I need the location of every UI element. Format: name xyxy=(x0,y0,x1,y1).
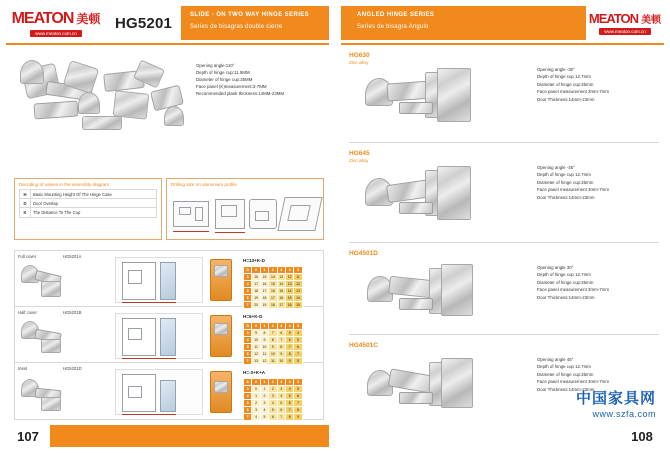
item-spec-1-3: Face panel measurement 3mm-7mm xyxy=(537,187,609,193)
decoding-key-1: D xyxy=(20,199,31,208)
table-row xyxy=(244,351,303,358)
item-photo-2 xyxy=(359,262,509,324)
matrix-cell: 17 xyxy=(260,288,268,295)
matrix-cell: 6 xyxy=(277,407,285,414)
table-row xyxy=(244,379,303,386)
item-code-3: HG4501C xyxy=(349,342,378,349)
item-code-1: HG645 xyxy=(349,150,370,157)
item-specs-1 xyxy=(537,164,663,201)
variant-matrix-2 xyxy=(243,378,303,421)
left-title-en: SLIDE - ON TWO WAY HINGE SERIES xyxy=(190,12,310,18)
matrix-cell: 13 xyxy=(294,288,302,295)
variant-label-2: Inset xyxy=(18,366,28,371)
matrix-cell: 5 xyxy=(294,337,302,344)
matrix-cell: 6 xyxy=(294,393,302,400)
right-header-rule xyxy=(341,43,664,45)
variant-table xyxy=(14,250,324,420)
matrix-cell: 10 xyxy=(252,337,260,344)
matrix-cell: 3 xyxy=(244,330,252,337)
variant-cup-0 xyxy=(208,257,236,303)
variant-diagram-0 xyxy=(115,257,203,303)
table-row xyxy=(244,393,303,400)
matrix-head: 1 xyxy=(260,379,268,386)
matrix-cell: 15 xyxy=(277,288,285,295)
matrix-cell: 6 xyxy=(269,414,277,421)
matrix-cell: 6 xyxy=(285,400,293,407)
product-code: HG5201 xyxy=(106,6,181,40)
matrix-cell: 4 xyxy=(252,414,260,421)
matrix-cell: 4 xyxy=(260,407,268,414)
item-photo-1 xyxy=(359,162,509,224)
matrix-cell: 4 xyxy=(244,281,252,288)
left-title-block xyxy=(181,6,329,40)
brand-cn-right: 美顿 xyxy=(641,15,662,26)
matrix-cell: 8 xyxy=(294,358,302,365)
item-photo-3 xyxy=(359,354,509,416)
variant-diagram-1 xyxy=(115,313,203,359)
item-spec-0-3: Face panel measurement 3mm-7mm xyxy=(537,89,609,95)
variant-photo-1 xyxy=(21,317,63,357)
matrix-head: 5 xyxy=(294,323,302,330)
product-item-hg4501d xyxy=(349,250,659,332)
matrix-cell: 14 xyxy=(294,295,302,302)
matrix-cell: 12 xyxy=(294,281,302,288)
matrix-head: D xyxy=(244,267,252,274)
matrix-cell: 16 xyxy=(285,302,293,309)
watermark xyxy=(576,387,656,419)
matrix-cell: 5 xyxy=(260,414,268,421)
brand-logo-right xyxy=(586,6,664,40)
item-photo-0 xyxy=(359,64,509,126)
decoding-key-0: H xyxy=(20,190,31,199)
left-spec-3: Face panel (K)measurement:3-7MM xyxy=(196,84,267,89)
matrix-cell: 4 xyxy=(294,330,302,337)
decoding-desc-2: The Distance To The Cup xyxy=(31,208,157,217)
matrix-cell: 5 xyxy=(277,400,285,407)
matrix-cell: 10 xyxy=(277,358,285,365)
watermark-url: www.szfa.com xyxy=(592,409,656,419)
matrix-cell: 5 xyxy=(244,344,252,351)
matrix-cell: 19 xyxy=(252,295,260,302)
item-spec-1-4: Door Thickness:14mm-23mm xyxy=(537,194,595,200)
matrix-cell: 13 xyxy=(252,358,260,365)
matrix-cell: 11 xyxy=(260,351,268,358)
matrix-cell: 8 xyxy=(260,330,268,337)
matrix-cell: 11 xyxy=(269,358,277,365)
matrix-cell: 18 xyxy=(252,288,260,295)
variant-label-1: Half cover xyxy=(18,310,37,315)
matrix-cell: 7 xyxy=(294,400,302,407)
matrix-cell: 17 xyxy=(252,281,260,288)
matrix-cell: 3 xyxy=(244,386,252,393)
item-spec-3-4: Door Thickness:14mm-23mm xyxy=(537,386,595,392)
matrix-cell: 4 xyxy=(285,386,293,393)
matrix-cell: 14 xyxy=(269,274,277,281)
matrix-cell: 9 xyxy=(294,414,302,421)
matrix-cell: 15 xyxy=(285,295,293,302)
matrix-cell: 6 xyxy=(277,330,285,337)
matrix-cell: 9 xyxy=(285,358,293,365)
matrix-cell: 4 xyxy=(244,337,252,344)
table-row xyxy=(244,281,303,288)
matrix-cell: 0 xyxy=(252,386,260,393)
variant-cup-2 xyxy=(208,369,236,415)
matrix-cell: 16 xyxy=(260,281,268,288)
matrix-cell: 6 xyxy=(285,337,293,344)
item-spec-0-4: Door Thickness:14mm-23mm xyxy=(537,96,595,102)
matrix-cell: 16 xyxy=(269,288,277,295)
variant-code-0: HG5201A xyxy=(63,254,82,259)
left-spec-list xyxy=(196,62,326,97)
matrix-cell: 15 xyxy=(269,281,277,288)
variant-formula-0: H=13+K-D xyxy=(243,258,265,263)
matrix-cell: 7 xyxy=(277,414,285,421)
matrix-head: 3 xyxy=(277,379,285,386)
drilling-title: Drilling size on aluminium profile xyxy=(171,182,237,187)
table-row xyxy=(244,344,303,351)
decoding-box xyxy=(14,178,162,240)
matrix-cell: 7 xyxy=(294,351,302,358)
item-spec-0-0: Opening angle -30° xyxy=(537,67,575,72)
item-spec-0-2: Diameter of hinge cup:35mm xyxy=(537,81,594,87)
matrix-head: 4 xyxy=(285,379,293,386)
variant-photo-0 xyxy=(21,261,63,301)
matrix-head: 2 xyxy=(269,267,277,274)
matrix-head: 2 xyxy=(269,379,277,386)
decoding-table xyxy=(19,189,157,218)
matrix-head: 0 xyxy=(252,267,260,274)
left-spec-4: Recommended plank thickness:14MM-23MM xyxy=(196,91,285,96)
table-row xyxy=(244,386,303,393)
brand-latin-right: MEATON xyxy=(588,11,639,26)
right-title-es: Series de bisagra Angulo xyxy=(357,24,429,30)
matrix-cell: 7 xyxy=(244,414,252,421)
variant-photo-2 xyxy=(21,373,63,413)
item-separator-1 xyxy=(349,242,659,243)
matrix-cell: 8 xyxy=(285,414,293,421)
variant-diagram-2 xyxy=(115,369,203,415)
item-spec-0-1: Depth of hinge cup 12.7mm xyxy=(537,74,591,80)
variant-matrix-1 xyxy=(243,322,303,365)
item-separator-2 xyxy=(349,334,659,335)
brand-url-right: www.meaton.com.cn xyxy=(599,28,651,35)
variant-row-half-cover xyxy=(15,307,323,363)
matrix-cell: 12 xyxy=(285,274,293,281)
right-title-block xyxy=(341,6,586,40)
matrix-head: A xyxy=(244,379,252,386)
table-row xyxy=(20,199,157,208)
matrix-head: 0 xyxy=(252,323,260,330)
left-header-rule xyxy=(6,43,329,45)
matrix-cell: 11 xyxy=(252,344,260,351)
item-spec-3-1: Depth of hinge cup 12.7mm xyxy=(537,364,591,370)
table-row xyxy=(244,414,303,421)
matrix-cell: 5 xyxy=(285,393,293,400)
matrix-cell: 8 xyxy=(277,344,285,351)
matrix-cell: 16 xyxy=(277,295,285,302)
variant-label-0: Full cover xyxy=(18,254,37,259)
table-row xyxy=(244,267,303,274)
item-specs-2 xyxy=(537,264,663,301)
matrix-cell: 18 xyxy=(269,302,277,309)
matrix-cell: 3 xyxy=(244,274,252,281)
matrix-cell: 5 xyxy=(269,407,277,414)
matrix-cell: 12 xyxy=(260,358,268,365)
variant-code-1: HG5201B xyxy=(63,310,82,315)
matrix-cell: 8 xyxy=(285,351,293,358)
matrix-cell: 6 xyxy=(244,351,252,358)
item-spec-1-1: Depth of hinge cup 12.7mm xyxy=(537,172,591,178)
variant-formula-1: H=6+K-D xyxy=(243,314,263,319)
left-spec-1: Depth of hinge cup:11.5MM xyxy=(196,70,250,75)
matrix-cell: 5 xyxy=(285,330,293,337)
left-spec-0: Opening angle:110° xyxy=(196,63,235,68)
brand-cn-left: 美顿 xyxy=(76,12,101,26)
item-material-0: Zinc alloy xyxy=(349,60,369,65)
item-spec-3-0: Opening angle 45° xyxy=(537,357,574,362)
matrix-head: 1 xyxy=(260,323,268,330)
variant-cup-1 xyxy=(208,313,236,359)
matrix-cell: 6 xyxy=(244,407,252,414)
matrix-cell: 15 xyxy=(294,302,302,309)
matrix-cell: 19 xyxy=(260,302,268,309)
item-spec-1-2: Diameter of hinge cup:35mm xyxy=(537,179,594,185)
decoding-desc-1: Door Overlap xyxy=(31,199,157,208)
item-code-0: HG630 xyxy=(349,52,370,59)
matrix-cell: 7 xyxy=(285,344,293,351)
table-row xyxy=(244,295,303,302)
table-row xyxy=(244,407,303,414)
watermark-cn: 中国家具网 xyxy=(575,390,656,407)
brand-url-left: www.meaton.com.cn xyxy=(30,30,82,37)
table-row xyxy=(20,190,157,199)
decoding-title: Decoding of values in the assembly diagram xyxy=(19,182,110,187)
matrix-cell: 3 xyxy=(252,407,260,414)
matrix-cell: 14 xyxy=(285,288,293,295)
matrix-cell: 2 xyxy=(269,386,277,393)
drilling-box xyxy=(166,178,324,240)
variant-formula-2: H=-3+K+A xyxy=(243,370,266,375)
table-row xyxy=(244,330,303,337)
left-header xyxy=(6,6,329,40)
matrix-cell: 3 xyxy=(269,393,277,400)
decoding-key-2: K xyxy=(20,208,31,217)
matrix-cell: 15 xyxy=(260,274,268,281)
left-page-number: 107 xyxy=(6,425,50,447)
matrix-cell: 13 xyxy=(277,274,285,281)
variant-matrix-0 xyxy=(243,266,303,309)
matrix-cell: 9 xyxy=(260,337,268,344)
matrix-cell: 7 xyxy=(285,407,293,414)
matrix-head: 2 xyxy=(269,323,277,330)
item-spec-2-0: Opening angle 30° xyxy=(537,265,574,270)
matrix-cell: 9 xyxy=(277,351,285,358)
item-spec-2-1: Depth of hinge cup 12.7mm xyxy=(537,272,591,278)
matrix-head: 4 xyxy=(285,267,293,274)
matrix-cell: 9 xyxy=(269,344,277,351)
left-title-es: Series de bisagras double cierre xyxy=(190,24,283,30)
decoding-desc-0: Basic Mounting Height Of The Hinge Case xyxy=(31,190,157,199)
matrix-cell: 17 xyxy=(277,302,285,309)
brand-latin-left: MEATON xyxy=(11,9,74,27)
item-spec-1-0: Opening angle -45° xyxy=(537,165,575,170)
matrix-cell: 1 xyxy=(260,386,268,393)
matrix-cell: 10 xyxy=(260,344,268,351)
matrix-cell: 13 xyxy=(285,281,293,288)
table-row xyxy=(244,337,303,344)
left-spec-2: Diameter of hinge cup:35MM xyxy=(196,77,253,82)
table-row xyxy=(244,288,303,295)
matrix-cell: 3 xyxy=(260,400,268,407)
matrix-head: 4 xyxy=(285,323,293,330)
matrix-head: 1 xyxy=(260,267,268,274)
matrix-cell: 18 xyxy=(260,295,268,302)
matrix-cell: 11 xyxy=(294,274,302,281)
matrix-head: 5 xyxy=(294,267,302,274)
table-row xyxy=(244,323,303,330)
matrix-cell: 4 xyxy=(277,393,285,400)
matrix-head: D xyxy=(244,323,252,330)
matrix-cell: 3 xyxy=(277,386,285,393)
variant-row-inset xyxy=(15,363,323,419)
matrix-cell: 14 xyxy=(277,281,285,288)
item-spec-2-4: Door Thickness:14mm-23mm xyxy=(537,294,595,300)
matrix-head: 3 xyxy=(277,323,285,330)
matrix-cell: 9 xyxy=(252,330,260,337)
product-item-hg630 xyxy=(349,52,659,140)
variant-code-2: HG5201D xyxy=(63,366,82,371)
item-specs-0 xyxy=(537,66,663,103)
right-page-number: 108 xyxy=(620,425,664,447)
left-footer-bar xyxy=(6,425,329,447)
product-item-hg645 xyxy=(349,150,659,238)
matrix-cell: 8 xyxy=(269,337,277,344)
item-spec-3-2: Diameter of hinge cup:35mm xyxy=(537,371,594,377)
matrix-cell: 7 xyxy=(277,337,285,344)
matrix-cell: 2 xyxy=(260,393,268,400)
decoding-section xyxy=(14,178,324,240)
matrix-cell: 4 xyxy=(269,400,277,407)
table-row xyxy=(244,400,303,407)
item-code-2: HG4501D xyxy=(349,250,378,257)
matrix-cell: 6 xyxy=(244,295,252,302)
matrix-cell: 10 xyxy=(269,351,277,358)
brand-logo-left xyxy=(6,6,106,40)
matrix-cell: 17 xyxy=(269,295,277,302)
right-title-en: ANGLED HINGE SERIES xyxy=(357,12,435,18)
matrix-cell: 16 xyxy=(252,274,260,281)
matrix-cell: 12 xyxy=(252,351,260,358)
item-spec-3-3: Face panel measurement 3mm-7mm xyxy=(537,379,609,385)
main-product-photo xyxy=(18,58,188,136)
matrix-cell: 4 xyxy=(244,393,252,400)
variant-row-full-cover xyxy=(15,251,323,307)
matrix-head: 0 xyxy=(252,379,260,386)
right-header xyxy=(341,6,664,40)
table-row xyxy=(20,208,157,217)
item-material-1: Zinc alloy xyxy=(349,158,369,163)
matrix-cell: 5 xyxy=(294,386,302,393)
drilling-diagrams xyxy=(173,195,321,237)
table-row xyxy=(244,274,303,281)
right-page xyxy=(335,0,670,453)
matrix-head: 3 xyxy=(277,267,285,274)
matrix-cell: 7 xyxy=(244,302,252,309)
matrix-cell: 1 xyxy=(252,393,260,400)
matrix-cell: 7 xyxy=(269,330,277,337)
matrix-cell: 6 xyxy=(294,344,302,351)
matrix-cell: 20 xyxy=(252,302,260,309)
item-spec-2-2: Diameter of hinge cup:35mm xyxy=(537,279,594,285)
item-separator-0 xyxy=(349,142,659,143)
matrix-cell: 5 xyxy=(244,288,252,295)
matrix-cell: 2 xyxy=(252,400,260,407)
matrix-head: 5 xyxy=(294,379,302,386)
matrix-cell: 8 xyxy=(294,407,302,414)
matrix-cell: 5 xyxy=(244,400,252,407)
item-spec-2-3: Face panel measurement 3mm-7mm xyxy=(537,287,609,293)
matrix-cell: 7 xyxy=(244,358,252,365)
